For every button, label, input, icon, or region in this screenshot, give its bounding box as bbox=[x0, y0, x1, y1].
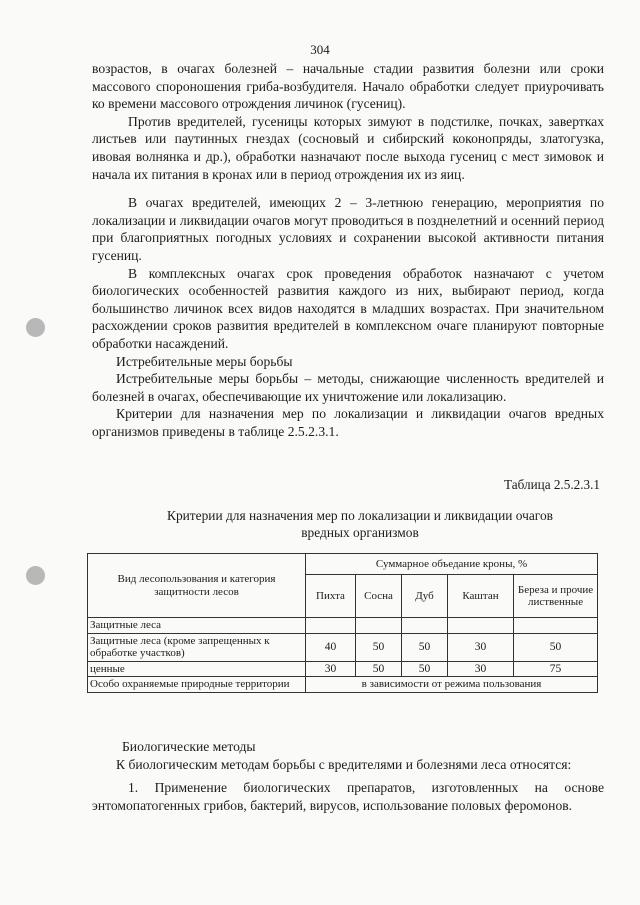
column-header: Береза и прочие лиственные bbox=[514, 575, 598, 618]
criteria-table bbox=[87, 553, 598, 693]
empty-cell bbox=[306, 618, 356, 634]
list-item: 1. Применение биологических препаратов, изготовленных на основе энтомопатогенных грибов, бактерий, вирусов, использование половых феромонов. bbox=[92, 780, 604, 813]
value-cell: 50 bbox=[356, 661, 402, 677]
row-label: Защитные леса bbox=[88, 618, 306, 634]
table-title: Критерии для назначения мер по локализации и ликвидации очагов вредных организмов bbox=[167, 508, 553, 540]
paragraph: Против вредителей, гусеницы которых зимуют в подстилке, почках, завертках листьев или паутинных гнездах (сосновый и сибирский коконопряды, златогузка, ивовая волнянка и др.), обработки назначают после выхода гусениц с мест зимовок и начала их питания в кронах или в период отрождения их из яиц. bbox=[92, 113, 604, 182]
empty-cell bbox=[514, 618, 598, 634]
value-cell: 50 bbox=[402, 633, 448, 661]
paragraph: Истребительные меры борьбы – методы, снижающие численность вредителей и болезней в очагах, обеспечивающие их уничтожение или локализацию. bbox=[92, 371, 604, 404]
value-cell: 40 bbox=[306, 633, 356, 661]
row-label: ценные bbox=[88, 661, 306, 677]
header-cell: Вид лесопользования и категория защитности лесов bbox=[88, 554, 306, 618]
empty-cell bbox=[356, 618, 402, 634]
column-header: Сосна bbox=[356, 575, 402, 618]
value-cell: 50 bbox=[356, 633, 402, 661]
table-header-row bbox=[88, 554, 598, 575]
table-caption: Таблица 2.5.2.3.1 bbox=[504, 477, 600, 492]
paragraph: Критерии для назначения мер по локализации и ликвидации очагов вредных организмов приведены в таблице 2.5.2.3.1. bbox=[92, 406, 604, 439]
body-text bbox=[92, 60, 604, 440]
value-cell: 30 bbox=[448, 633, 514, 661]
value-cell: 50 bbox=[402, 661, 448, 677]
bio-methods-section bbox=[92, 738, 604, 814]
row-label: Особо охраняемые природные территории bbox=[88, 677, 306, 693]
merged-value-cell: в зависимости от режима пользования bbox=[306, 677, 598, 693]
table-row bbox=[88, 677, 598, 693]
subheading: Истребительные меры борьбы bbox=[116, 353, 293, 369]
value-cell: 50 bbox=[514, 633, 598, 661]
page-number: 304 bbox=[310, 42, 330, 57]
empty-cell bbox=[448, 618, 514, 634]
paragraph: возрастов, в очагах болезней – начальные стадии развития болезни или сроки массового спороношения гриба-возбудителя. Начало обработки следует приурочивать ко времени массового отрождения личинок (гусениц). bbox=[92, 61, 604, 112]
empty-cell bbox=[402, 618, 448, 634]
table-row bbox=[88, 618, 598, 634]
paragraph: В комплексных очагах срок проведения обработок назначают с учетом биологических особенностей развития каждого из них, выбирают период, когда большинство личинок всех видов находятся в младших возрастах. При значительном расхождении сроков развития вредителей в комплексном очаге планируют повторные обработки насаждений. bbox=[92, 265, 604, 351]
section-heading: Биологические методы bbox=[122, 739, 256, 754]
paragraph: В очагах вредителей, имеющих 2 – 3-летнюю генерацию, мероприятия по локализации и ликвидации очагов могут проводиться в позднелетний и осенний период при благоприятных погодных условиях и сохранении высокой активности питания гусениц. bbox=[92, 195, 604, 263]
table-row bbox=[88, 633, 598, 661]
punch-hole-upper bbox=[26, 318, 45, 337]
value-cell: 75 bbox=[514, 661, 598, 677]
punch-hole-lower bbox=[26, 566, 45, 585]
column-header: Дуб bbox=[402, 575, 448, 618]
paragraph: К биологическим методам борьбы с вредителями и болезнями леса относятся: bbox=[116, 756, 572, 772]
table-row bbox=[88, 661, 598, 677]
value-cell: 30 bbox=[448, 661, 514, 677]
value-cell: 30 bbox=[306, 661, 356, 677]
column-header: Каштан bbox=[448, 575, 514, 618]
column-header: Пихта bbox=[306, 575, 356, 618]
header-group-cell: Суммарное объедание кроны, % bbox=[306, 554, 598, 575]
row-label: Защитные леса (кроме запрещенных к обработке участков) bbox=[88, 633, 306, 661]
